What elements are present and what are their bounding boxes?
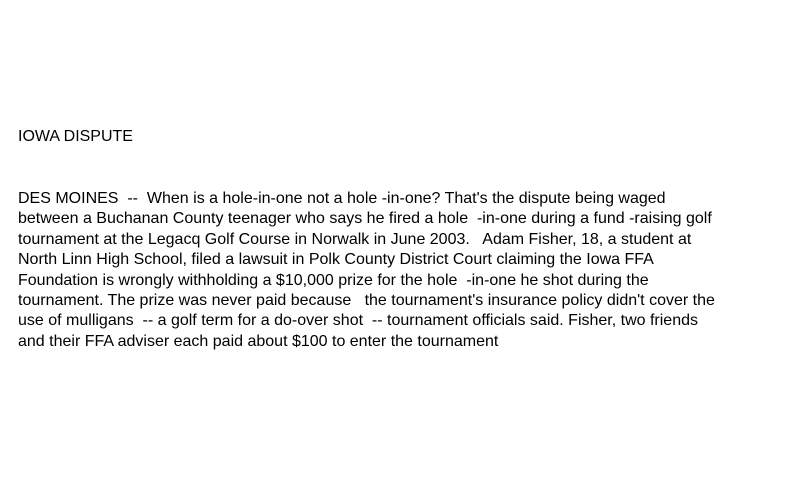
body-line: tournament. The prize was never paid because the tournament's insurance policy didn't cover the: [18, 292, 715, 310]
body-line: tournament at the Legacq Golf Course in Norwalk in June 2003. Adam Fisher, 18, a student at: [18, 230, 692, 248]
body-line: between a Buchanan County teenager who says he fired a hole -in-one during a fund -raising golf: [18, 210, 712, 228]
body-line: and their FFA adviser each paid about $100 to enter the tournament: [18, 332, 499, 350]
body-line: North Linn High School, filed a lawsuit in Polk County District Court claiming the Iowa FFA: [18, 251, 654, 269]
headline: IOWA DISPUTE: [18, 128, 133, 145]
body-line: DES MOINES -- When is a hole-in-one not a hole -in-one? That's the dispute being waged: [18, 190, 666, 207]
article-body: [18, 189, 788, 352]
body-line: Foundation is wrongly withholding a $10,000 prize for the hole -in-one he shot during the: [18, 271, 649, 289]
body-line: use of mulligans -- a golf term for a do-over shot -- tournament officials said. Fisher, two friends: [18, 312, 698, 330]
